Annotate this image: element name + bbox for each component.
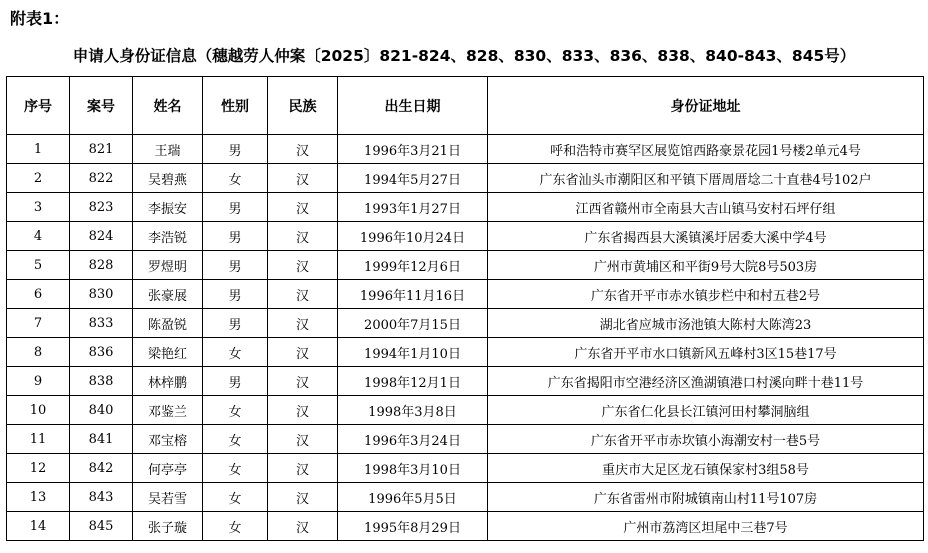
cell-id-address: 广东省仁化县长江镇河田村攀洞脑组 — [488, 396, 924, 425]
cell-case-number: 843 — [70, 483, 133, 512]
cell-gender: 女 — [203, 512, 268, 541]
cell-name: 张子璇 — [133, 512, 203, 541]
table-row — [7, 280, 924, 309]
cell-ethnicity: 汉 — [268, 309, 338, 338]
cell-case-number: 824 — [70, 222, 133, 251]
cell-index: 4 — [7, 222, 70, 251]
cell-name: 李振安 — [133, 193, 203, 222]
cell-birth-date: 1996年5月5日 — [338, 483, 488, 512]
cell-birth-date: 1994年1月10日 — [338, 338, 488, 367]
cell-index: 11 — [7, 425, 70, 454]
cell-birth-date: 1996年3月24日 — [338, 425, 488, 454]
header-id-address: 身份证地址 — [488, 77, 924, 135]
cell-index: 2 — [7, 164, 70, 193]
cell-gender: 女 — [203, 454, 268, 483]
applicant-id-table — [6, 76, 924, 541]
cell-ethnicity: 汉 — [268, 338, 338, 367]
table-row — [7, 367, 924, 396]
table-row — [7, 251, 924, 280]
cell-ethnicity: 汉 — [268, 135, 338, 164]
cell-gender: 男 — [203, 367, 268, 396]
cell-index: 1 — [7, 135, 70, 164]
cell-ethnicity: 汉 — [268, 164, 338, 193]
cell-gender: 女 — [203, 164, 268, 193]
table-row — [7, 135, 924, 164]
cell-birth-date: 1998年12月1日 — [338, 367, 488, 396]
cell-index: 14 — [7, 512, 70, 541]
cell-name: 吴碧燕 — [133, 164, 203, 193]
cell-gender: 男 — [203, 222, 268, 251]
cell-index: 10 — [7, 396, 70, 425]
cell-birth-date: 1996年10月24日 — [338, 222, 488, 251]
table-row — [7, 338, 924, 367]
cell-index: 13 — [7, 483, 70, 512]
table-header-row — [7, 77, 924, 135]
cell-name: 梁艳红 — [133, 338, 203, 367]
cell-gender: 女 — [203, 425, 268, 454]
cell-case-number: 833 — [70, 309, 133, 338]
cell-name: 何亭亭 — [133, 454, 203, 483]
cell-ethnicity: 汉 — [268, 483, 338, 512]
table-row — [7, 309, 924, 338]
cell-gender: 男 — [203, 251, 268, 280]
cell-id-address: 广东省汕头市潮阳区和平镇下厝周厝埝二十直巷4号102户 — [488, 164, 924, 193]
cell-gender: 女 — [203, 338, 268, 367]
cell-gender: 男 — [203, 193, 268, 222]
cell-index: 6 — [7, 280, 70, 309]
cell-ethnicity: 汉 — [268, 280, 338, 309]
cell-birth-date: 2000年7月15日 — [338, 309, 488, 338]
cell-ethnicity: 汉 — [268, 367, 338, 396]
header-ethnicity: 民族 — [268, 77, 338, 135]
cell-birth-date: 1998年3月8日 — [338, 396, 488, 425]
header-name: 姓名 — [133, 77, 203, 135]
cell-name: 罗煜明 — [133, 251, 203, 280]
table-row — [7, 483, 924, 512]
cell-case-number: 845 — [70, 512, 133, 541]
cell-id-address: 广州市黄埔区和平街9号大院8号503房 — [488, 251, 924, 280]
cell-name: 林梓鹏 — [133, 367, 203, 396]
cell-gender: 女 — [203, 483, 268, 512]
cell-id-address: 广州市荔湾区坦尾中三巷7号 — [488, 512, 924, 541]
cell-id-address: 广东省开平市水口镇新风五峰村3区15巷17号 — [488, 338, 924, 367]
cell-case-number: 823 — [70, 193, 133, 222]
cell-id-address: 江西省赣州市全南县大吉山镇马安村石坪仔组 — [488, 193, 924, 222]
cell-name: 吴若雪 — [133, 483, 203, 512]
cell-name: 王瑞 — [133, 135, 203, 164]
table-body — [7, 135, 924, 541]
cell-id-address: 重庆市大足区龙石镇保家村3组58号 — [488, 454, 924, 483]
cell-gender: 男 — [203, 135, 268, 164]
cell-gender: 男 — [203, 280, 268, 309]
cell-case-number: 836 — [70, 338, 133, 367]
table-row — [7, 193, 924, 222]
cell-id-address: 湖北省应城市汤池镇大陈村大陈湾23 — [488, 309, 924, 338]
cell-name: 张豪展 — [133, 280, 203, 309]
cell-gender: 女 — [203, 396, 268, 425]
appendix-label: 附表1： — [10, 9, 70, 28]
cell-name: 陈盈锐 — [133, 309, 203, 338]
cell-id-address: 呼和浩特市赛罕区展览馆西路豪景花园1号楼2单元4号 — [488, 135, 924, 164]
cell-birth-date: 1994年5月27日 — [338, 164, 488, 193]
cell-case-number: 840 — [70, 396, 133, 425]
cell-id-address: 广东省雷州市附城镇南山村11号107房 — [488, 483, 924, 512]
cell-ethnicity: 汉 — [268, 193, 338, 222]
cell-birth-date: 1998年3月10日 — [338, 454, 488, 483]
cell-id-address: 广东省揭阳市空港经济区渔湖镇港口村溪向畔十巷11号 — [488, 367, 924, 396]
cell-index: 3 — [7, 193, 70, 222]
cell-name: 邓宝榕 — [133, 425, 203, 454]
cell-index: 7 — [7, 309, 70, 338]
cell-case-number: 828 — [70, 251, 133, 280]
cell-ethnicity: 汉 — [268, 396, 338, 425]
cell-ethnicity: 汉 — [268, 512, 338, 541]
cell-birth-date: 1993年1月27日 — [338, 193, 488, 222]
cell-case-number: 821 — [70, 135, 133, 164]
cell-ethnicity: 汉 — [268, 454, 338, 483]
cell-case-number: 841 — [70, 425, 133, 454]
cell-index: 12 — [7, 454, 70, 483]
table-row — [7, 512, 924, 541]
cell-name: 邓鉴兰 — [133, 396, 203, 425]
cell-case-number: 822 — [70, 164, 133, 193]
cell-id-address: 广东省开平市赤水镇步栏中和村五巷2号 — [488, 280, 924, 309]
cell-birth-date: 1999年12月6日 — [338, 251, 488, 280]
document-title: 申请人身份证信息（穗越劳人仲案〔2025〕821-824、828、830、833、836、838、840-843、845号） — [72, 47, 856, 65]
cell-birth-date: 1996年3月21日 — [338, 135, 488, 164]
header-birth-date: 出生日期 — [338, 77, 488, 135]
table-row — [7, 164, 924, 193]
cell-ethnicity: 汉 — [268, 251, 338, 280]
cell-birth-date: 1996年11月16日 — [338, 280, 488, 309]
table-row — [7, 222, 924, 251]
cell-name: 李浩锐 — [133, 222, 203, 251]
header-case-number: 案号 — [70, 77, 133, 135]
header-gender: 性别 — [203, 77, 268, 135]
cell-case-number: 842 — [70, 454, 133, 483]
cell-index: 9 — [7, 367, 70, 396]
cell-index: 8 — [7, 338, 70, 367]
cell-id-address: 广东省揭西县大溪镇溪圩居委大溪中学4号 — [488, 222, 924, 251]
cell-ethnicity: 汉 — [268, 222, 338, 251]
table-row — [7, 454, 924, 483]
table-row — [7, 425, 924, 454]
header-index: 序号 — [7, 77, 70, 135]
cell-index: 5 — [7, 251, 70, 280]
cell-id-address: 广东省开平市赤坎镇小海潮安村一巷5号 — [488, 425, 924, 454]
cell-case-number: 838 — [70, 367, 133, 396]
cell-ethnicity: 汉 — [268, 425, 338, 454]
cell-case-number: 830 — [70, 280, 133, 309]
table-row — [7, 396, 924, 425]
cell-gender: 男 — [203, 309, 268, 338]
cell-birth-date: 1995年8月29日 — [338, 512, 488, 541]
